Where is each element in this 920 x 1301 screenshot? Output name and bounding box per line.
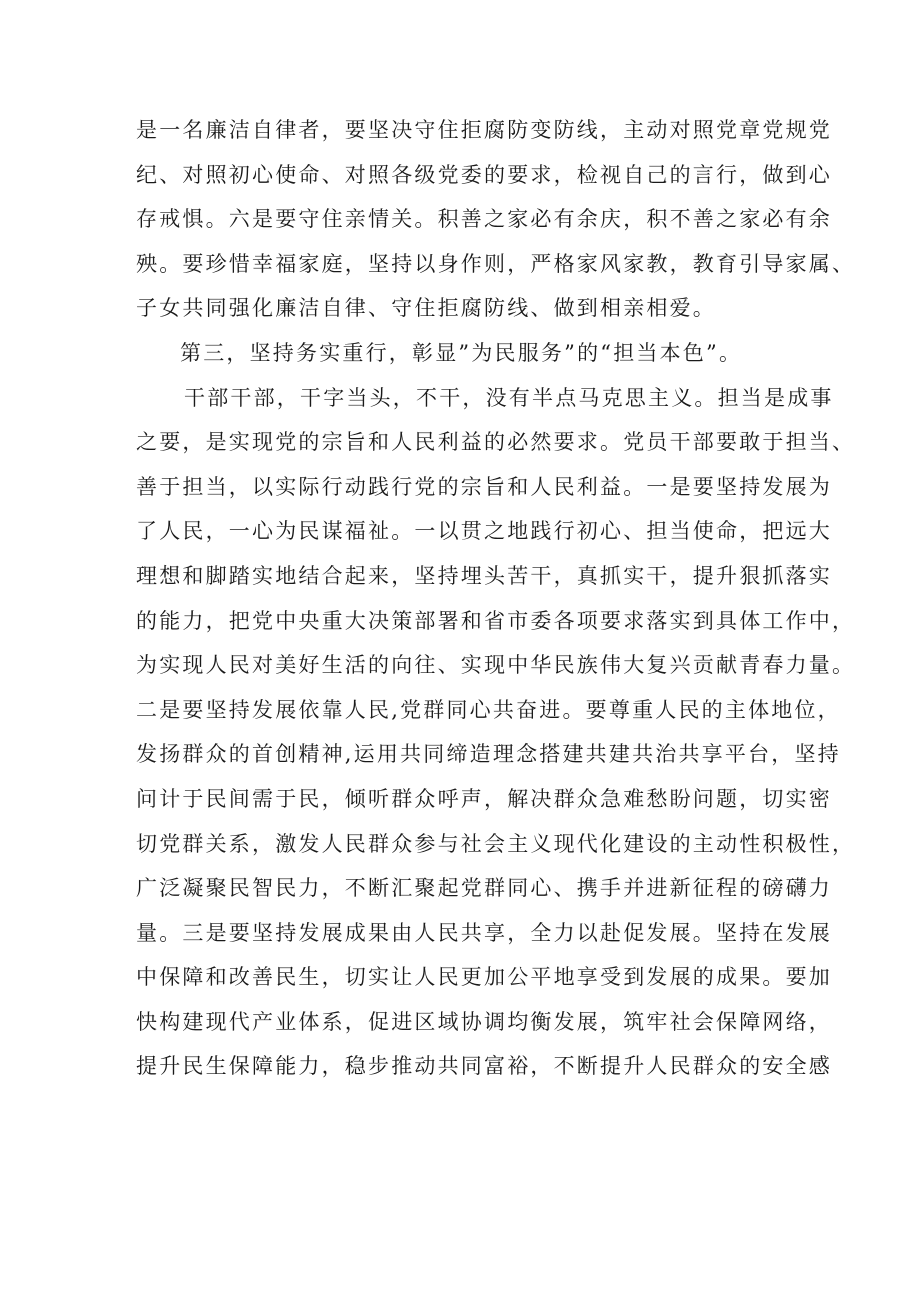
text-line: 存戒惧。六是要守住亲情关。积善之家必有余庆，积不善之家必有余	[136, 207, 832, 232]
text-line: 切党群关系，激发人民群众参与社会主义现代化建设的主动性积极性，	[136, 831, 856, 856]
section-heading: 第三，坚持务实重行，彰显”为民服务”的“担当本色”。	[180, 340, 743, 365]
text-line: 广泛凝聚民智民力，不断汇聚起党群同心、携手并进新征程的磅礴力	[136, 876, 832, 901]
text-line: 中保障和改善民生，切实让人民更加公平地享受到发展的成果。要加	[136, 965, 832, 990]
text-line: 殃。要珍惜幸福家庭，坚持以身作则，严格家风家教，教育引导家属、	[136, 251, 856, 276]
text-line: 了人民，一心为民谋福祉。一以贯之地践行初心、担当使命，把远大	[136, 519, 832, 544]
body-text	[136, 108, 856, 1089]
text-line: 为实现人民对美好生活的向往、实现中华民族伟大复兴贡献青春力量。	[136, 653, 856, 678]
text-line: 之要，是实现党的宗旨和人民利益的必然要求。党员干部要敢于担当、	[136, 430, 856, 455]
text-line: 善于担当，以实际行动践行党的宗旨和人民利益。一是要坚持发展为	[136, 474, 832, 499]
text-line: 快构建现代产业体系，促进区域协调均衡发展，筑牢社会保障网络，	[136, 1009, 832, 1034]
paragraph-first-line: 干部干部，干字当头，不干，没有半点马克思主义。担当是成事	[184, 385, 834, 410]
text-line: 的能力，把党中央重大决策部署和省市委各项要求落实到具体工作中，	[136, 608, 856, 633]
text-line: 发扬群众的首创精神,运用共同缔造理念搭建共建共治共享平台，坚持	[136, 742, 841, 767]
text-line: 子女共同强化廉洁自律、守住拒腐防线、做到相亲相爱。	[136, 296, 716, 321]
text-line: 问计于民间需于民，倾听群众呼声，解决群众急难愁盼问题，切实密	[136, 786, 832, 811]
text-line: 纪、对照初心使命、对照各级党委的要求，检视自己的言行，做到心	[136, 162, 832, 187]
text-line: 二是要坚持发展依靠人民,党群同心共奋进。要尊重人民的主体地位，	[136, 697, 841, 722]
text-line: 提升民生保障能力，稳步推动共同富裕，不断提升人民群众的安全感	[136, 1054, 832, 1079]
text-line: 是一名廉洁自律者，要坚决守住拒腐防变防线，主动对照党章党规党	[136, 118, 832, 142]
text-line: 量。三是要坚持发展成果由人民共享，全力以赴促发展。坚持在发展	[136, 920, 832, 945]
text-line: 理想和脚踏实地结合起来，坚持埋头苦干，真抓实干，提升狠抓落实	[136, 563, 832, 588]
